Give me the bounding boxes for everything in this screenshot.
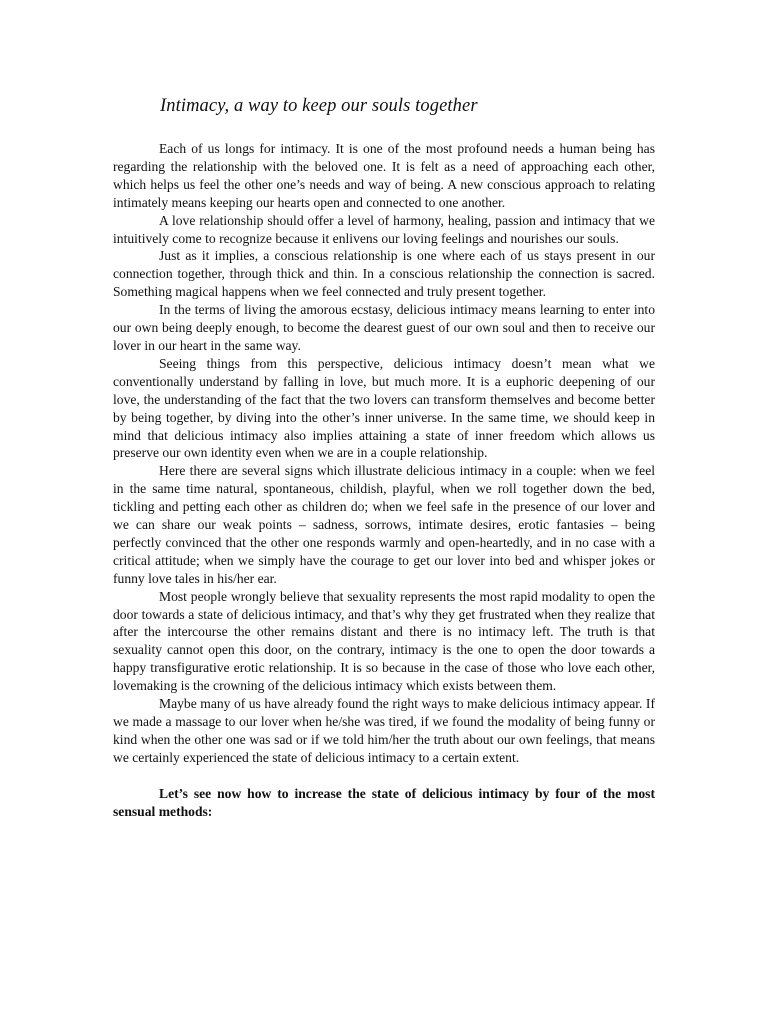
body-paragraph: A love relationship should offer a level of harmony, healing, passion and intimacy that we intuitively come to recognize because it enlivens our loving feelings and nourishes our souls. <box>113 212 655 246</box>
body-paragraph: In the terms of living the amorous ecstasy, delicious intimacy means learning to enter into our own being deeply enough, to become the dearest guest of our own soul and then to receive our lover in our heart in the same way. <box>113 302 655 353</box>
body-paragraph: Seeing things from this perspective, delicious intimacy doesn’t mean what we conventionally understand by falling in love, but much more. It is a euphoric deepening of our love, the understanding of the fact that the two lovers can transform themselves and become better by being together, by diving into the other’s inner universe. In the same time, we should keep in mind that delicious intimacy also implies attaining a state of inner freedom which allows us preserve our own identity even when we are in a couple relationship. <box>113 355 655 461</box>
document-title: Intimacy, a way to keep our souls together <box>160 96 478 116</box>
body-paragraph: Here there are several signs which illustrate delicious intimacy in a couple: when we feel in the same time natural, spontaneous, childish, playful, when we roll together down the bed, tickling and petting each other as children do; when we feel safe in the presence of our lover and we can share our weak points – sadness, sorrows, intimate desires, erotic fantasies – being perfectly convinced that the other one responds warmly and open-heartedly, and in no case with a critical attitude; when we simply have the courage to get our lover into bed and whisper jokes or funny love tales in his/her ear. <box>113 463 655 586</box>
body-paragraph: Most people wrongly believe that sexuality represents the most rapid modality to open the door towards a state of delicious intimacy, and that’s why they get frustrated when they realize that after the intercourse the other remains distant and there is no intimacy left. The truth is that sexuality cannot open this door, on the contrary, intimacy is the one to open the door towards a happy transfigurative erotic relationship. It is so because in the case of those who love each other, lovemaking is the crowning of the delicious intimacy which exists between them. <box>113 588 655 694</box>
body-paragraph: Just as it implies, a conscious relationship is one where each of us stays present in our connection together, through thick and thin. In a conscious relationship the connection is sacred. Something magical happens when we feel connected and truly present together. <box>113 248 655 300</box>
body-paragraph: Maybe many of us have already found the right ways to make delicious intimacy appear. If we made a massage to our lover when he/she was tired, if we found the modality of being funny or kind when the other one was sad or if we told him/her the truth about our own feelings, that means we certainly experienced the state of delicious intimacy to a certain extent. <box>113 696 655 765</box>
body-paragraph: Each of us longs for intimacy. It is one of the most profound needs a human being has regarding the relationship with the beloved one. It is felt as a need of approaching each other, which helps us feel the other one’s needs and way of being. A new conscious approach to relating intimately means keeping our hearts open and connected to one another. <box>113 141 655 210</box>
document-body <box>113 140 655 820</box>
closing-heading: Let’s see now how to increase the state of delicious intimacy by four of the most sensual methods: <box>113 785 655 819</box>
